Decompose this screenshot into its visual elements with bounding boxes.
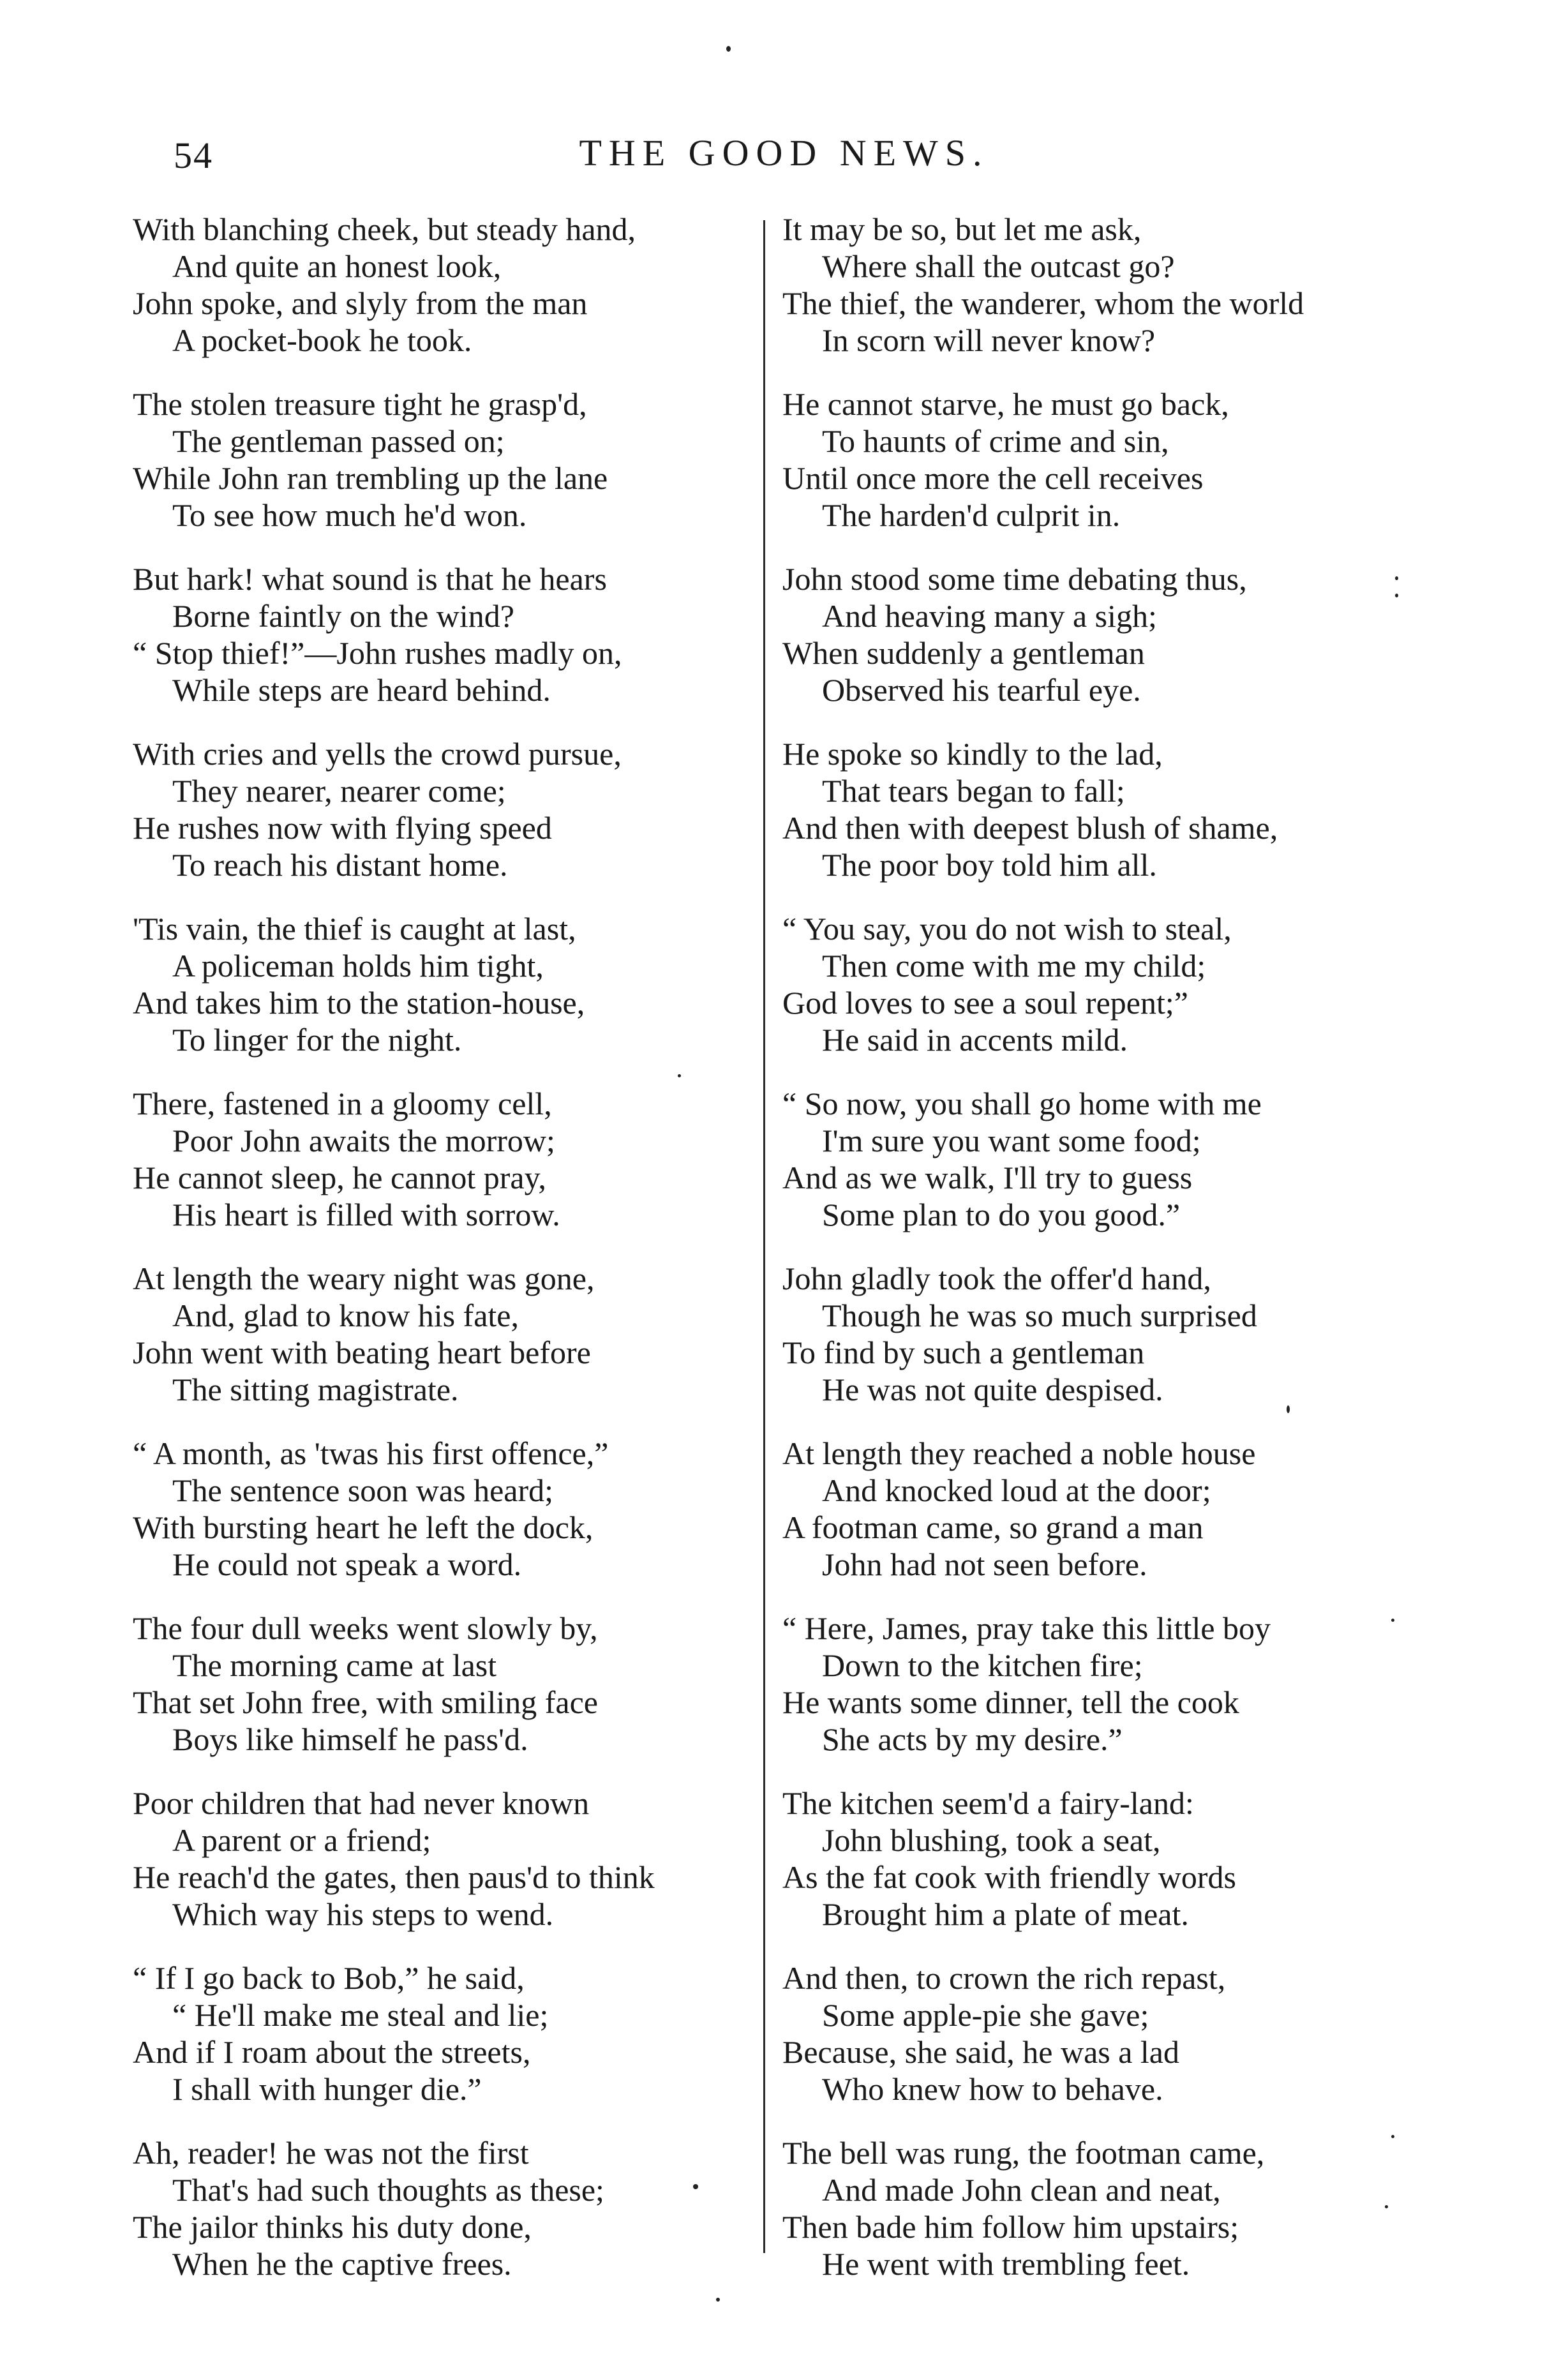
verse-line: At length the weary night was gone,	[133, 1261, 595, 1296]
verse-line: Though he was so much surprised	[822, 1298, 1257, 1333]
verse-line: The gentleman passed on;	[172, 423, 505, 459]
verse-line: Poor John awaits the morrow;	[172, 1123, 555, 1158]
stanza	[133, 1260, 752, 1408]
verse-line: And made John clean and neat,	[822, 2172, 1221, 2208]
verse-line: With bursting heart he left the dock,	[133, 1509, 594, 1545]
verse-line: The poor boy told him all.	[822, 847, 1157, 883]
verse-line: I'm sure you want some food;	[822, 1123, 1201, 1158]
verse-line: The kitchen seem'd a fairy-land:	[782, 1785, 1194, 1821]
verse-line: When he the captive frees.	[172, 2246, 512, 2282]
verse-line: And as we walk, I'll try to guess	[782, 1160, 1193, 1195]
verse-line: “ He'll make me steal and lie;	[172, 1997, 549, 2033]
verse-line: The sentence soon was heard;	[172, 1472, 553, 1508]
verse-line: He cannot starve, he must go back,	[782, 386, 1229, 422]
verse-line: A parent or a friend;	[172, 1822, 431, 1858]
verse-line: “ If I go back to Bob,” he said,	[133, 1960, 525, 1996]
verse-line: He rushes now with flying speed	[133, 810, 552, 846]
verse-line: Borne faintly on the wind?	[172, 598, 514, 634]
verse-line: There, fastened in a gloomy cell,	[133, 1086, 552, 1121]
verse-line: John spoke, and slyly from the man	[133, 285, 588, 321]
verse-line: Brought him a plate of meat.	[822, 1896, 1189, 1932]
verse-line: Until once more the cell receives	[782, 460, 1204, 496]
poem-column-right	[782, 211, 1433, 2309]
stanza	[782, 1785, 1433, 1933]
verse-line: He cannot sleep, he cannot pray,	[133, 1160, 546, 1195]
stanza	[133, 1610, 752, 1758]
verse-line: He went with trembling feet.	[822, 2246, 1190, 2282]
stanza	[782, 735, 1433, 883]
verse-line: That set John free, with smiling face	[133, 1684, 598, 1720]
verse-line: A policeman holds him tight,	[172, 948, 544, 984]
stanza	[133, 386, 752, 534]
stanza	[133, 1959, 752, 2108]
verse-line: He was not quite despised.	[822, 1372, 1163, 1407]
column-divider	[763, 220, 765, 2253]
stanza	[782, 1959, 1433, 2108]
verse-line: She acts by my desire.”	[822, 1721, 1123, 1757]
verse-line: That's had such thoughts as these;	[172, 2172, 604, 2208]
verse-line: To find by such a gentleman	[782, 1335, 1145, 1370]
verse-line: “ Stop thief!”—John rushes madly on,	[133, 635, 622, 671]
verse-line: He wants some dinner, tell the cook	[782, 1684, 1239, 1720]
verse-line: The bell was rung, the footman came,	[782, 2135, 1265, 2171]
verse-line: The thief, the wanderer, whom the world	[782, 285, 1304, 321]
verse-line: Who knew how to behave.	[822, 2071, 1163, 2107]
stanza	[133, 211, 752, 359]
verse-line: The stolen treasure tight he grasp'd,	[133, 386, 587, 422]
verse-line: With blanching cheek, but steady hand,	[133, 211, 636, 247]
stanza	[782, 386, 1433, 534]
verse-line: Poor children that had never known	[133, 1785, 590, 1821]
verse-line: “ A month, as 'twas his first offence,”	[133, 1435, 609, 1471]
verse-line: To haunts of crime and sin,	[822, 423, 1169, 459]
stanza	[782, 211, 1433, 359]
verse-line: Which way his steps to wend.	[172, 1896, 554, 1932]
verse-line: To linger for the night.	[172, 1022, 462, 1058]
verse-line: The jailor thinks his duty done,	[133, 2209, 532, 2245]
verse-line: God loves to see a soul repent;”	[782, 985, 1188, 1021]
verse-line: 'Tis vain, the thief is caught at last,	[133, 911, 576, 947]
stanza	[782, 1610, 1433, 1758]
verse-line: And if I roam about the streets,	[133, 2034, 531, 2070]
verse-line: “ You say, you do not wish to steal,	[782, 911, 1232, 947]
verse-line: Down to the kitchen fire;	[822, 1647, 1143, 1683]
verse-line: And then with deepest blush of shame,	[782, 810, 1278, 846]
verse-line: When suddenly a gentleman	[782, 635, 1145, 671]
verse-line: “ So now, you shall go home with me	[782, 1086, 1262, 1121]
page-number: 54	[174, 135, 213, 176]
stanza	[133, 560, 752, 708]
verse-line: Ah, reader! he was not the first	[133, 2135, 529, 2171]
stanza	[133, 735, 752, 883]
verse-line: As the fat cook with friendly words	[782, 1859, 1236, 1895]
verse-line: I shall with hunger die.”	[172, 2071, 482, 2107]
stanza	[782, 2134, 1433, 2282]
verse-line: At length they reached a noble house	[782, 1435, 1256, 1471]
verse-line: That tears began to fall;	[822, 773, 1125, 809]
verse-line: Where shall the outcast go?	[822, 248, 1175, 284]
verse-line: The four dull weeks went slowly by,	[133, 1610, 598, 1646]
verse-line: He reach'd the gates, then paus'd to think	[133, 1859, 655, 1895]
ink-speck	[726, 46, 731, 52]
verse-line: And heaving many a sigh;	[822, 598, 1157, 634]
verse-line: Because, she said, he was a lad	[782, 2034, 1179, 2070]
verse-line: Then come with me my child;	[822, 948, 1206, 984]
verse-line: Some apple-pie she gave;	[822, 1997, 1149, 2033]
verse-line: His heart is filled with sorrow.	[172, 1197, 560, 1232]
verse-line: And then, to crown the rich repast,	[782, 1960, 1226, 1996]
running-title: THE GOOD NEWS.	[579, 132, 989, 174]
verse-line: He said in accents mild.	[822, 1022, 1128, 1058]
poem-column-left	[133, 211, 752, 2309]
verse-line: He spoke so kindly to the lad,	[782, 736, 1163, 772]
verse-line: He could not speak a word.	[172, 1546, 522, 1582]
stanza	[133, 1435, 752, 1583]
stanza	[133, 1085, 752, 1233]
verse-line: The sitting magistrate.	[172, 1372, 459, 1407]
verse-line: Then bade him follow him upstairs;	[782, 2209, 1239, 2245]
verse-line: While John ran trembling up the lane	[133, 460, 608, 496]
verse-line: With cries and yells the crowd pursue,	[133, 736, 622, 772]
verse-line: “ Here, James, pray take this little boy	[782, 1610, 1271, 1646]
stanza	[133, 2134, 752, 2282]
verse-line: In scorn will never know?	[822, 322, 1156, 358]
verse-line: John gladly took the offer'd hand,	[782, 1261, 1211, 1296]
stanza	[782, 1435, 1433, 1583]
verse-line: And, glad to know his fate,	[172, 1298, 519, 1333]
stanza	[782, 560, 1433, 708]
stanza	[133, 1785, 752, 1933]
verse-line: The harden'd culprit in.	[822, 497, 1121, 533]
verse-line: A footman came, so grand a man	[782, 1509, 1204, 1545]
verse-line: And quite an honest look,	[172, 248, 502, 284]
verse-line: A pocket-book he took.	[172, 322, 472, 358]
verse-line: The morning came at last	[172, 1647, 497, 1683]
verse-line: And knocked loud at the door;	[822, 1472, 1211, 1508]
verse-line: John stood some time debating thus,	[782, 561, 1247, 597]
verse-line: Boys like himself he pass'd.	[172, 1721, 528, 1757]
verse-line: Some plan to do you good.”	[822, 1197, 1181, 1232]
verse-line: But hark! what sound is that he hears	[133, 561, 607, 597]
verse-line: To see how much he'd won.	[172, 497, 527, 533]
verse-line: John went with beating heart before	[133, 1335, 591, 1370]
verse-line: Observed his tearful eye.	[822, 672, 1141, 708]
verse-line: It may be so, but let me ask,	[782, 211, 1142, 247]
verse-line: They nearer, nearer come;	[172, 773, 506, 809]
stanza	[782, 910, 1433, 1058]
verse-line: While steps are heard behind.	[172, 672, 551, 708]
verse-line: John had not seen before.	[822, 1546, 1147, 1582]
stanza	[782, 1085, 1433, 1233]
verse-line: And takes him to the station-house,	[133, 985, 585, 1021]
verse-line: John blushing, took a seat,	[822, 1822, 1161, 1858]
verse-line: To reach his distant home.	[172, 847, 508, 883]
stanza	[133, 910, 752, 1058]
stanza	[782, 1260, 1433, 1408]
